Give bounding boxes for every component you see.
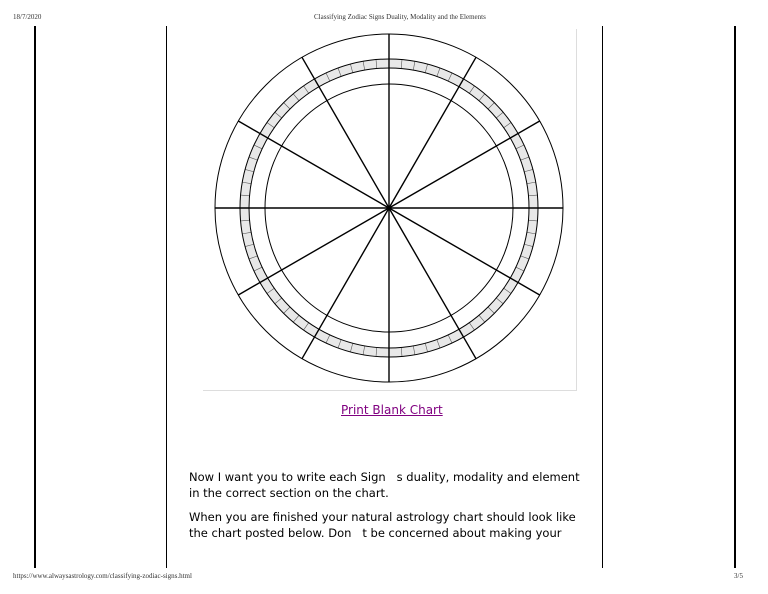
astrology-wheel-chart xyxy=(203,29,576,390)
content-border-right xyxy=(602,26,603,568)
paragraph-line: in the correct section on the chart. xyxy=(189,486,389,500)
page-border-right xyxy=(734,26,736,568)
chart-image-frame xyxy=(203,29,577,391)
page-border-left xyxy=(34,26,36,568)
result-paragraph xyxy=(189,509,594,541)
house-cusp-line xyxy=(389,208,476,359)
house-cusp-line xyxy=(389,208,540,295)
house-cusp-line xyxy=(389,57,476,208)
print-blank-chart-link[interactable]: Print Blank Chart xyxy=(341,403,443,417)
paragraph-line: Now I want you to write each Sign s duality, modality and element xyxy=(189,470,580,484)
house-cusp-line xyxy=(389,121,540,208)
house-cusp-line xyxy=(238,208,389,295)
print-page-title: Classifying Zodiac Signs Duality, Modality and the Elements xyxy=(314,13,486,21)
house-cusp-line xyxy=(302,57,389,208)
print-page-number: 3/5 xyxy=(734,572,743,580)
paragraph-line: When you are finished your natural astrology chart should look like xyxy=(189,510,576,524)
print-url: https://www.alwaysastrology.com/classifying-zodiac-signs.html xyxy=(13,572,192,580)
paragraph-line: the chart posted below. Don t be concerned about making your xyxy=(189,526,562,540)
house-cusp-line xyxy=(302,208,389,359)
content-border-left xyxy=(166,26,167,568)
house-cusp-line xyxy=(238,121,389,208)
print-date: 18/7/2020 xyxy=(13,13,42,21)
instruction-paragraph xyxy=(189,469,594,501)
